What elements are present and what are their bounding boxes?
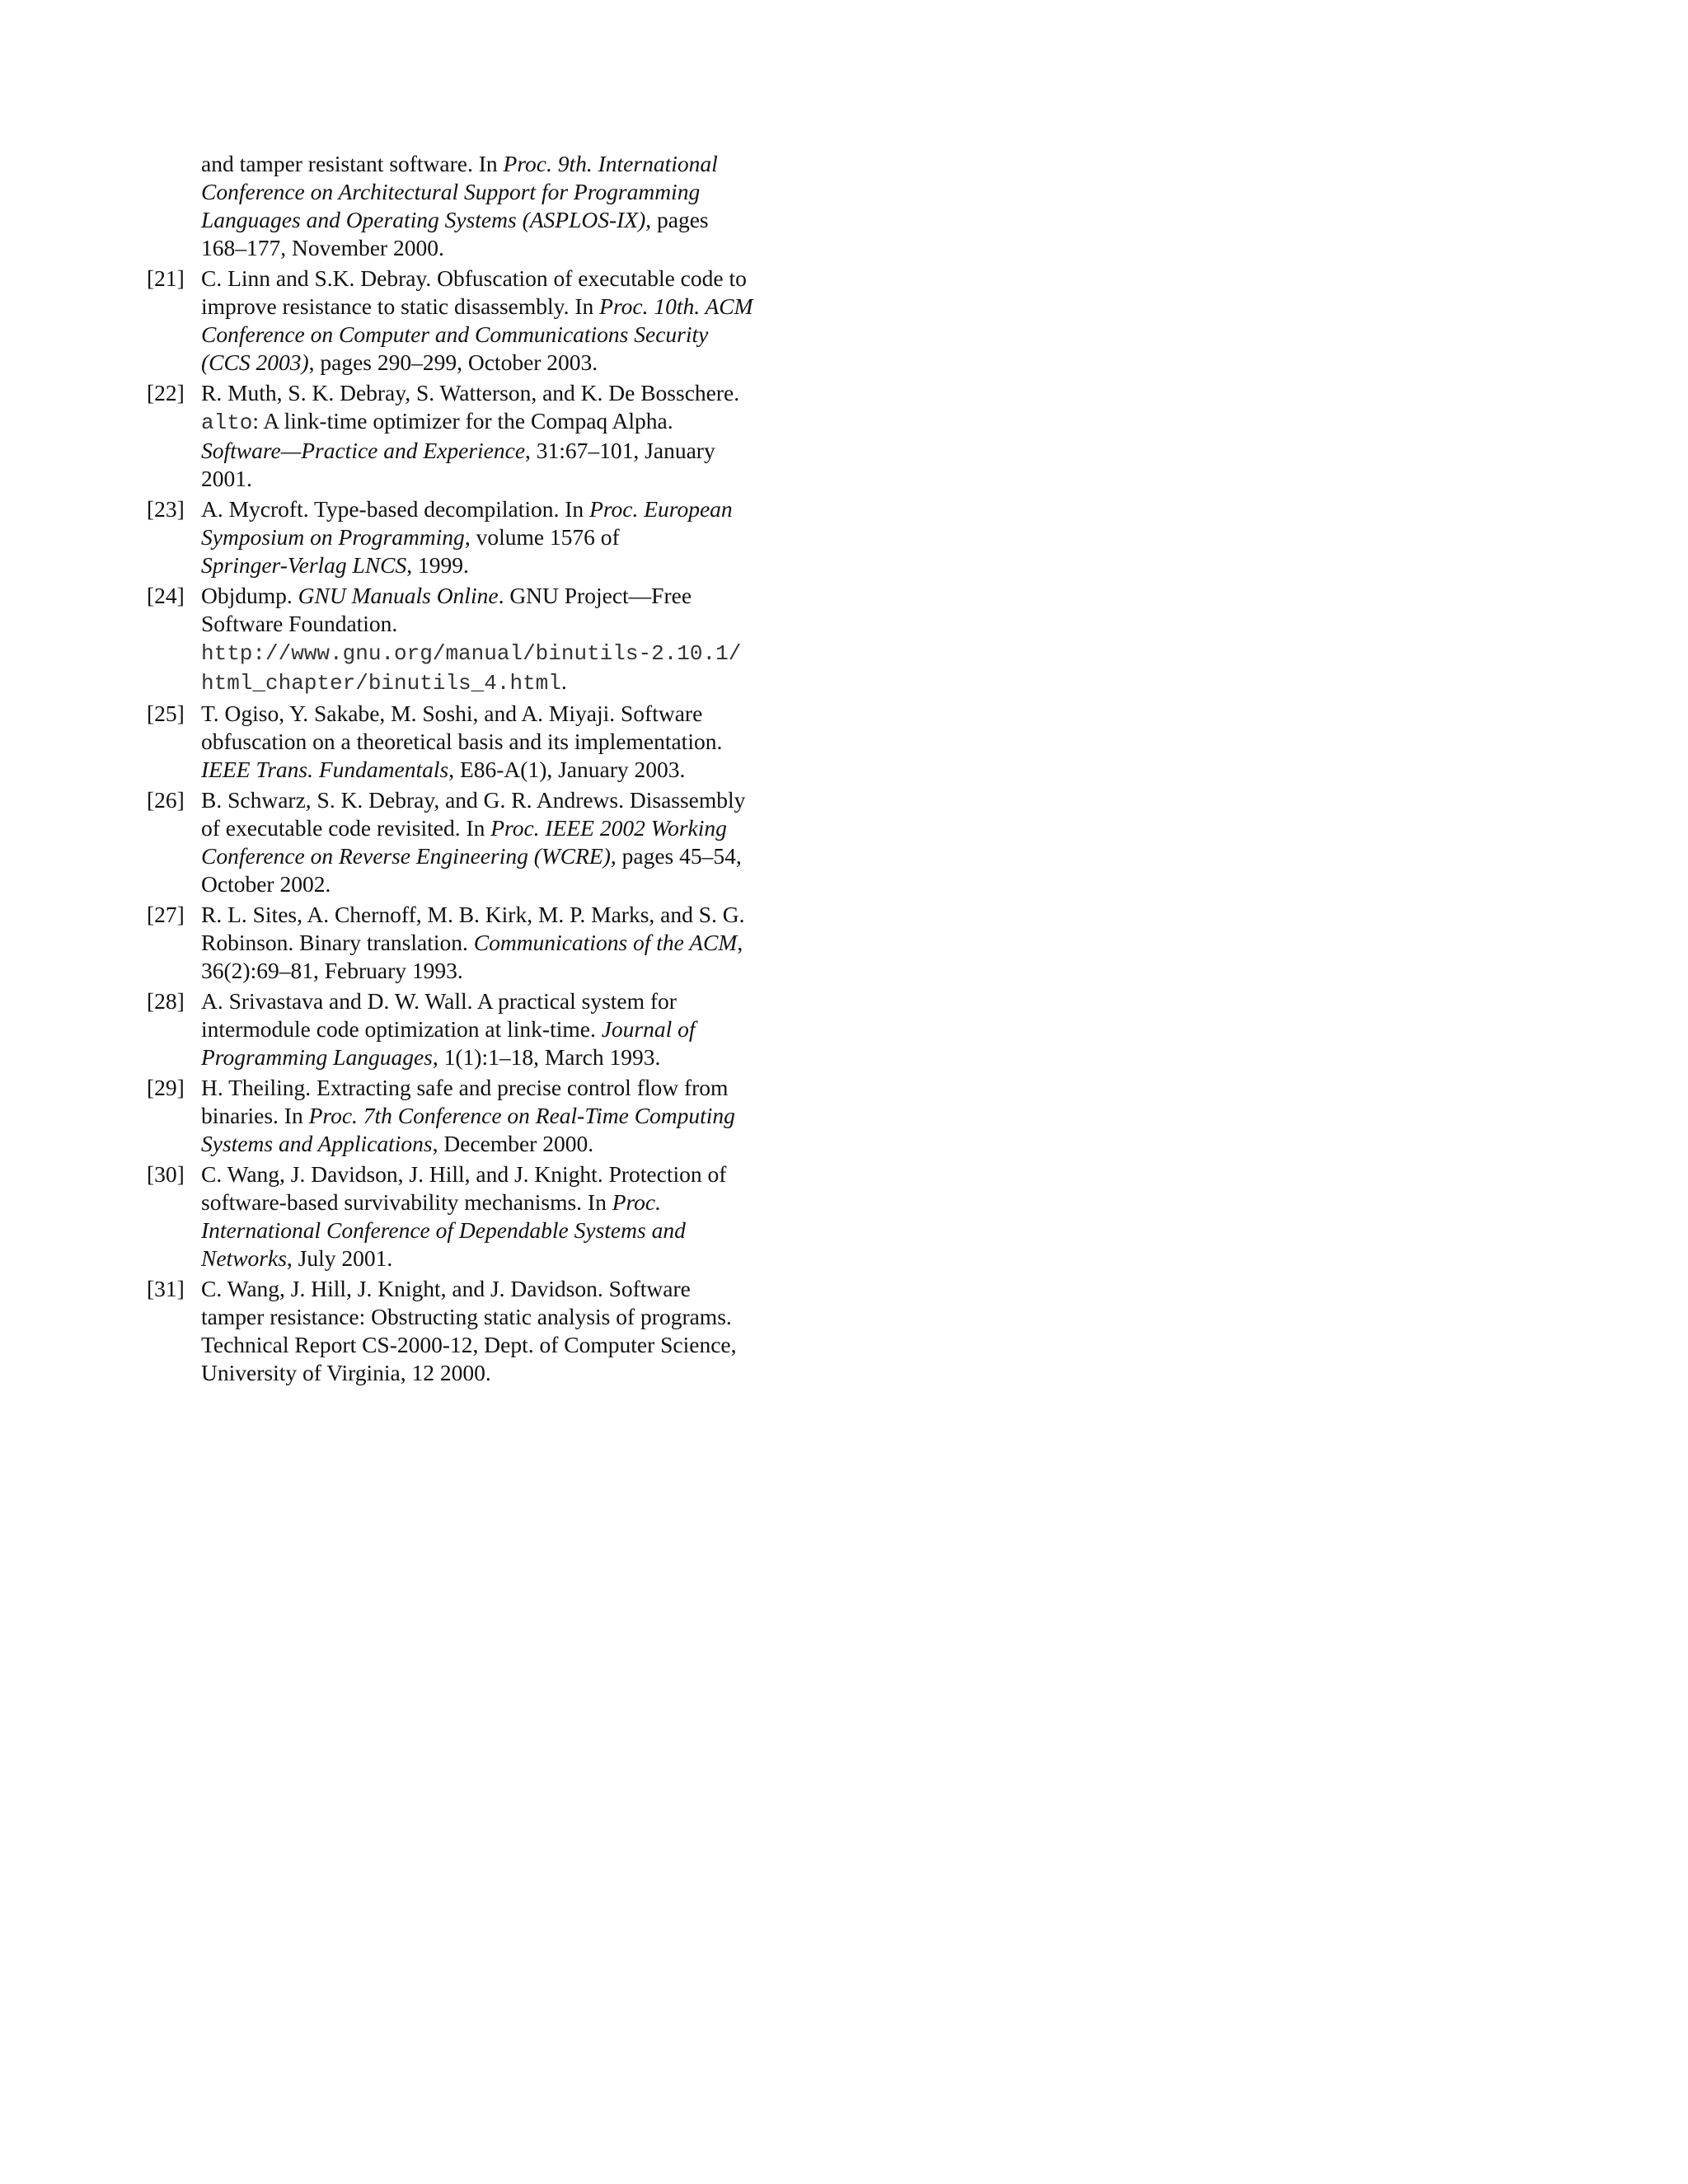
text-segment: T. Ogiso, Y. Sakabe, M. Soshi, and A. Miyaji. Software [201, 701, 703, 726]
text-segment: Software Foundation. [201, 611, 398, 636]
reference-line [201, 293, 831, 321]
reference-number: [22] [147, 380, 185, 405]
reference-line [201, 987, 831, 1015]
text-segment: , pages 290–299, October 2003. [308, 349, 598, 375]
reference-entry [147, 1160, 831, 1272]
reference-text [201, 1074, 831, 1158]
reference-entry [147, 379, 831, 493]
italic-text: Networks [201, 1245, 287, 1271]
reference-line [201, 1130, 831, 1158]
reference-number: [24] [147, 583, 185, 608]
references-list [147, 150, 831, 1390]
reference-number: [21] [147, 265, 185, 291]
reference-line [201, 700, 831, 728]
reference-text [201, 700, 831, 784]
reference-line [201, 842, 831, 870]
reference-line [201, 668, 831, 697]
text-segment: H. Theiling. Extracting safe and precise control flow from [201, 1075, 729, 1100]
reference-entry [147, 700, 831, 784]
reference-text [201, 987, 831, 1071]
reference-line [201, 178, 831, 206]
reference-line [201, 929, 831, 957]
reference-line [201, 1074, 831, 1102]
italic-text: Proc. European [589, 496, 733, 522]
text-segment: , 1999. [406, 552, 469, 578]
text-segment: , pages 45–54, [610, 843, 742, 869]
italic-text: IEEE Trans. Fundamentals [201, 757, 449, 782]
reference-number: [25] [147, 701, 185, 726]
reference-number: [23] [147, 496, 185, 522]
reference-line [201, 1359, 831, 1387]
reference-line [201, 728, 831, 756]
text-segment: : A link-time optimizer for the Compaq Alpha. [252, 408, 673, 434]
reference-line [201, 1043, 831, 1071]
text-segment: 168–177, November 2000. [201, 235, 444, 260]
text-segment: , E86-A(1), January 2003. [448, 757, 686, 782]
italic-text: Symposium on Programming [201, 524, 465, 550]
italic-text: Proc. 9th. International [503, 151, 718, 176]
text-segment: of executable code revisited. In [201, 815, 491, 841]
italic-text: Springer-Verlag LNCS [201, 552, 407, 578]
italic-text: GNU Manuals Online [298, 583, 499, 608]
monospace-text: html_chapter/binutils_4.html [201, 671, 561, 696]
text-segment: tamper resistance: Obstructing static analysis of programs. [201, 1304, 732, 1329]
reference-entry [147, 901, 831, 985]
text-segment: . GNU Project—Free [498, 583, 692, 608]
text-segment: intermodule code optimization at link-time. [201, 1016, 602, 1042]
reference-line [201, 1102, 831, 1130]
reference-entry [147, 495, 831, 579]
text-segment: obfuscation on a theoretical basis and its implementation. [201, 729, 723, 754]
monospace-text: http://www.gnu.org/manual/binutils-2.10.1/ [201, 641, 742, 666]
text-segment: University of Virginia, 12 2000. [201, 1360, 491, 1385]
text-segment: Objdump. [201, 583, 298, 608]
reference-entry [147, 786, 831, 898]
reference-line [201, 234, 831, 262]
text-segment: . [560, 668, 567, 694]
reference-line [201, 523, 831, 551]
text-segment: 2001. [201, 466, 252, 491]
reference-line [201, 957, 831, 985]
text-segment: binaries. In [201, 1103, 309, 1128]
reference-text [201, 582, 831, 697]
italic-text: Conference on Computer and Communications Security [201, 321, 709, 347]
reference-line [201, 265, 831, 293]
italic-text: Journal of [601, 1016, 696, 1042]
text-segment: C. Wang, J. Davidson, J. Hill, and J. Knight. Protection of [201, 1161, 727, 1187]
italic-text: Conference on Architectural Support for Programming [201, 179, 701, 204]
text-segment: and tamper resistant software. In [201, 151, 504, 176]
reference-line [201, 756, 831, 784]
italic-text: Proc. IEEE 2002 Working [490, 815, 727, 841]
italic-text: Proc. 7th Conference on Real-Time Computing [308, 1103, 735, 1128]
text-segment: A. Srivastava and D. W. Wall. A practical system for [201, 988, 677, 1014]
text-segment: , December 2000. [432, 1131, 594, 1156]
reference-line [201, 349, 831, 377]
reference-text [201, 495, 831, 579]
reference-line [201, 407, 831, 437]
reference-number: [30] [147, 1161, 185, 1187]
italic-text: International Conference of Dependable Systems and [201, 1217, 686, 1243]
reference-line [201, 610, 831, 638]
text-segment: October 2002. [201, 871, 331, 897]
text-segment: , July 2001. [286, 1245, 393, 1271]
italic-text: Proc. [612, 1189, 662, 1215]
reference-text [201, 1275, 831, 1387]
reference-line [201, 901, 831, 929]
reference-line [201, 870, 831, 898]
reference-line [201, 495, 831, 523]
reference-text [201, 1160, 831, 1272]
reference-line [201, 638, 831, 668]
reference-continuation [147, 150, 831, 262]
reference-text [201, 265, 831, 377]
text-segment: A. Mycroft. Type-based decompilation. In [201, 496, 590, 522]
reference-line [201, 437, 831, 465]
reference-text [201, 379, 831, 493]
reference-line [201, 150, 831, 178]
reference-line [201, 1244, 831, 1272]
reference-entry [147, 582, 831, 697]
reference-line [201, 206, 831, 234]
reference-entry [147, 265, 831, 377]
text-segment: R. Muth, S. K. Debray, S. Watterson, and K. De Bosschere. [201, 380, 740, 405]
italic-text: Conference on Reverse Engineering (WCRE) [201, 843, 611, 869]
monospace-text: alto [201, 410, 253, 435]
italic-text: Communications of the ACM [473, 930, 738, 955]
reference-line [201, 786, 831, 814]
reference-number: [26] [147, 787, 185, 813]
italic-text: (CCS 2003) [201, 349, 309, 375]
text-segment: Technical Report CS-2000-12, Dept. of Computer Science, [201, 1332, 737, 1357]
reference-line [201, 814, 831, 842]
text-segment: , [737, 930, 743, 955]
reference-line [201, 1015, 831, 1043]
italic-text: Programming Languages [201, 1044, 433, 1070]
text-segment: 36(2):69–81, February 1993. [201, 958, 463, 983]
reference-number: [29] [147, 1075, 185, 1100]
reference-line [201, 582, 831, 610]
reference-entry [147, 1275, 831, 1387]
text-segment: Robinson. Binary translation. [201, 930, 474, 955]
reference-line [201, 321, 831, 349]
text-segment: C. Wang, J. Hill, J. Knight, and J. Davidson. Software [201, 1276, 691, 1301]
text-segment: , 31:67–101, January [525, 438, 715, 463]
reference-line [201, 1160, 831, 1188]
reference-number: [31] [147, 1276, 185, 1301]
text-segment: , 1(1):1–18, March 1993. [432, 1044, 661, 1070]
italic-text: Proc. 10th. ACM [599, 293, 753, 319]
reference-line [201, 1331, 831, 1359]
reference-line [201, 1216, 831, 1244]
italic-text: Languages and Operating Systems (ASPLOS-IX) [201, 207, 646, 232]
reference-number: [28] [147, 988, 185, 1014]
reference-entry [147, 1074, 831, 1158]
italic-text: Systems and Applications [201, 1131, 433, 1156]
reference-line [201, 379, 831, 407]
reference-line [201, 1303, 831, 1331]
reference-text [201, 901, 831, 985]
reference-number: [27] [147, 902, 185, 927]
reference-entry [147, 987, 831, 1071]
text-segment: B. Schwarz, S. K. Debray, and G. R. Andrews. Disassembly [201, 787, 746, 813]
text-segment: C. Linn and S.K. Debray. Obfuscation of executable code to [201, 265, 747, 291]
text-segment: , volume 1576 of [464, 524, 620, 550]
text-segment: R. L. Sites, A. Chernoff, M. B. Kirk, M. P. Marks, and S. G. [201, 902, 745, 927]
reference-line [201, 1188, 831, 1216]
text-segment: , pages [645, 207, 709, 232]
text-segment: software-based survivability mechanisms. In [201, 1189, 612, 1215]
text-segment: improve resistance to static disassembly. In [201, 293, 600, 319]
reference-text [201, 786, 831, 898]
italic-text: Software—Practice and Experience [201, 438, 526, 463]
reference-line [201, 551, 831, 579]
reference-line [201, 465, 831, 493]
reference-line [201, 1275, 831, 1303]
reference-text [201, 150, 831, 262]
